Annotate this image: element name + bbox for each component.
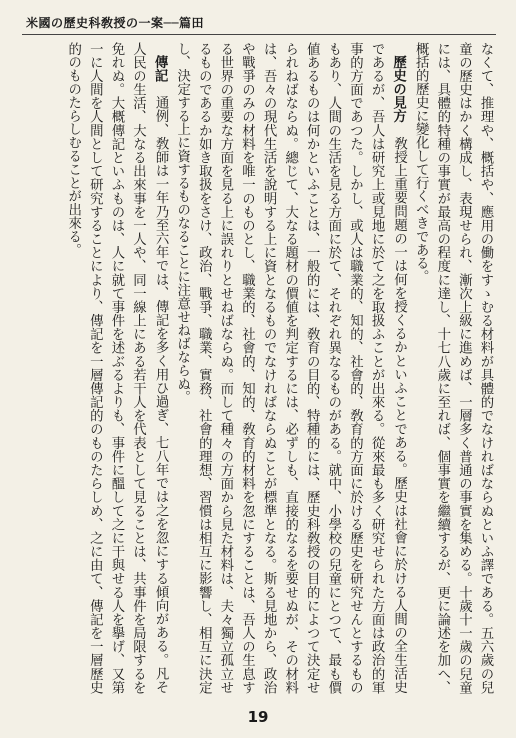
section-heading-historical-view: 歷史の見方 [390, 55, 407, 124]
paragraph-3 [62, 42, 171, 694]
body-text [24, 42, 496, 694]
paragraph-1: なくて、推理や、概括や、應用の働をすゝむる材料が具體的でなければならぬといふ譯である。五六歲の兒童の歷史はかく構成し、表現せられ、漸次上級に進めば、一層多く普通の事實を集める。十歲十一歲の兒童には、具體的特種の事實が最高の程度に達し、十七八歲に至れば、個事實を繼續するが、更に論述を加へ、概括的歷史に變化して行くべきである。 [413, 42, 493, 694]
paragraph-2-text: 敎授上重要問題の一は何を授くるかといふことである。歷史は社會に於ける人間の全生活史であるが、吾人は研究上或見地に於て之を取扱ふことが出來る。從來最も多く研究せられた方面は政治的軍事的方面であつた。しかし、或人は職業的、知的、社會的、敎育的方面に於ける歷史を研究せんとするものもあり、人間の生活を見る方面に於て、それぞれ異なるものがある。就中、小學校の兒童にとつて、最も價値あるものは何かといふことは、一般的には、敎育の目的、特種的には、歷史科敎授の目的によつて決定せられねばならぬ。總じて、大なる題材の價値を判定するには、必ずしも、直接的なるを要せぬが、その材料は、吾々の現代生活を說明する上に資となるものでなければならぬことが標準となる。斯る見地から、政治や戰爭のみの材料を唯一のものとし、職業的、社會的、知的、敎育的材料を忽にすることは、吾人の生息する世界の重要な方面を見る上に誤れりとせねばならぬ。而して種々の方面から見た材料は、夫々獨立孤立せるものであるか如き取扱をさけ、政治、戰爭、職業、實務、社會的理想、習慣は相互に影響し、相互に決定し、決定する上に資するものなることに注意せねばならぬ。 [174, 42, 407, 694]
page-number: 19 [247, 708, 269, 726]
running-head: 米國の歷史科敎授の一案──篇田 [26, 16, 204, 30]
header-rule [22, 34, 496, 35]
paragraph-3-text: 通例、敎師は一年乃至六年では、傳記を多く用ひ過ぎ、七八年では之を忽にする傾向がある。凡そ人民の生活、大なる出來事を一人や、同一線上にある若干人を代表として見ることは、共事件を局限するを免れぬ。大概傳記といふものは、人に就て事件を述ぶるよりも、事件に醞して之に干與せる人を擧げ、又第一に人間を人間として研究することにより、傳記を一層傳記的のものたらしめ、之に由て、傳記を一層歷史的のものたらしむることが出來る。 [65, 42, 169, 694]
paragraph-2 [171, 42, 410, 694]
section-heading-biography: 傳記 [152, 55, 169, 83]
